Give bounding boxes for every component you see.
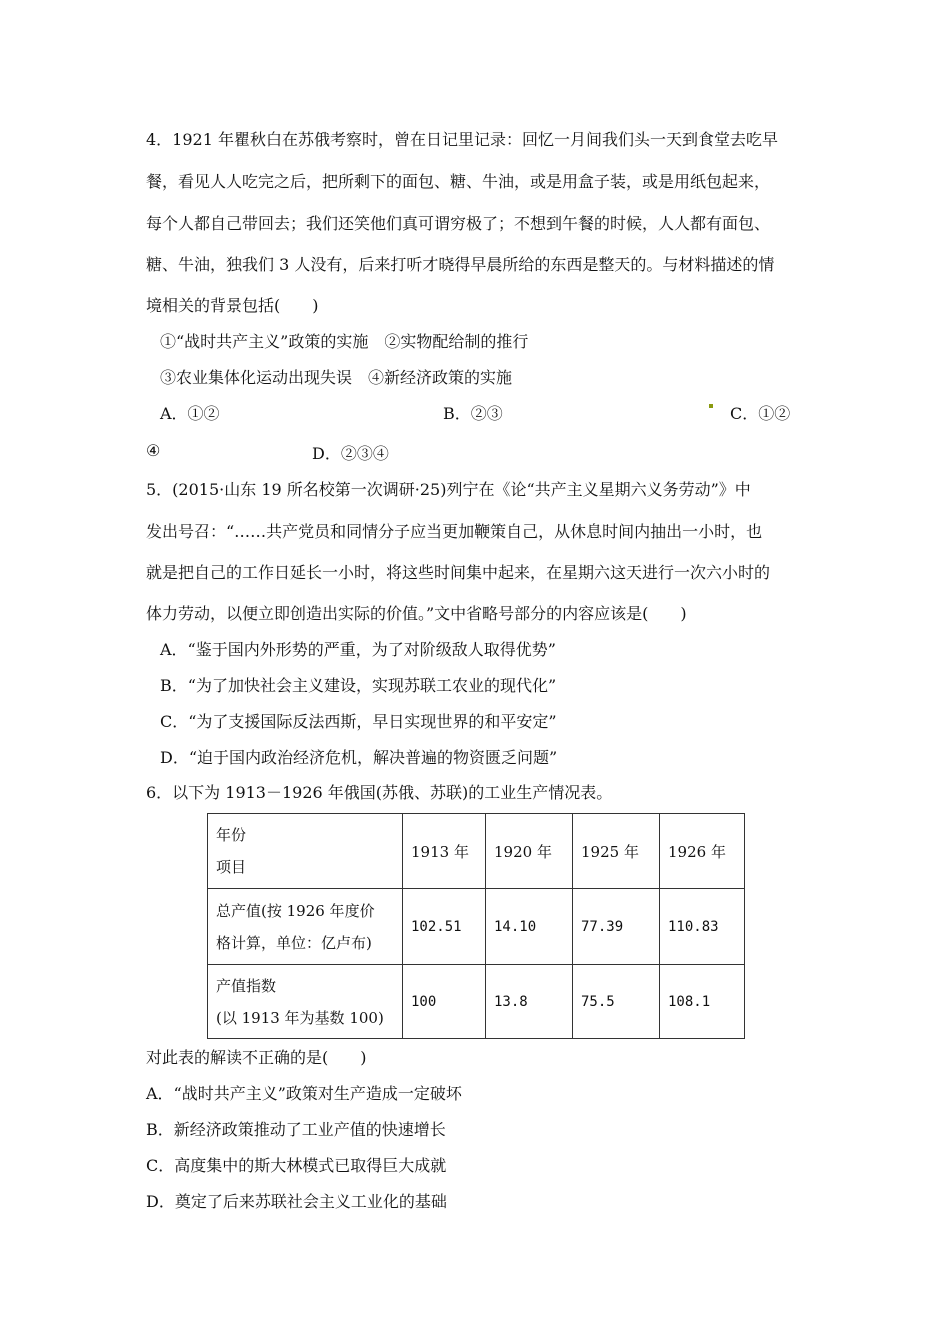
table-cell: 100 <box>403 965 486 1039</box>
table-row <box>208 965 745 1039</box>
row-label-line: (以 1913 年为基数 100) <box>216 1008 384 1027</box>
table-cell: 13.8 <box>486 965 573 1039</box>
year-header: 1926 年 <box>660 814 745 889</box>
table-row <box>208 889 745 965</box>
q6-question: 对此表的解读不正确的是( ) <box>146 1048 367 1067</box>
q4-item-line-2: ③农业集体化运动出现失误 ④新经济政策的实施 <box>160 368 513 387</box>
year-header: 1920 年 <box>486 814 573 889</box>
q6-option-b: B．新经济政策推动了工业产值的快速增长 <box>146 1120 446 1139</box>
table-cell: 77.39 <box>573 889 660 965</box>
q5-option-d: D．“迫于国内政治经济危机，解决普遍的物资匮乏问题” <box>160 748 558 767</box>
q4-item-line-1: ①“战时共产主义”政策的实施 ②实物配给制的推行 <box>160 332 529 351</box>
table-cell: 110.83 <box>660 889 745 965</box>
q4-option-c: C．①② <box>730 404 791 423</box>
q4-line-3: 每个人都自己带回去；我们还笑他们真可谓穷极了；不想到午餐的时候，人人都有面包、 <box>146 214 771 233</box>
production-table <box>207 813 745 1039</box>
q5-line-4: 体力劳动，以便立即创造出实际的价值。”文中省略号部分的内容应该是( ) <box>146 604 687 623</box>
q5-option-a: A．“鉴于国内外形势的严重，为了对阶级敌人取得优势” <box>160 640 556 659</box>
q6-option-d: D．奠定了后来苏联社会主义工业化的基础 <box>146 1192 447 1211</box>
row-label-line: 格计算，单位：亿卢布) <box>216 933 372 952</box>
table-cell: 14.10 <box>486 889 573 965</box>
q5-option-b: B．“为了加快社会主义建设，实现苏联工农业的现代化” <box>160 676 557 695</box>
table-cell: 102.51 <box>403 889 486 965</box>
q5-line-2: 发出号召：“……共产党员和同情分子应当更加鞭策自己，从休息时间内抽出一小时，也 <box>146 522 763 541</box>
q6-intro: 6．以下为 1913－1926 年俄国(苏俄、苏联)的工业生产情况表。 <box>146 783 613 802</box>
corner-label-item: 项目 <box>216 858 247 876</box>
q5-line-3: 就是把自己的工作日延长一小时，将这些时间集中起来，在星期六这天进行一次六小时的 <box>146 563 771 582</box>
table-cell: 108.1 <box>660 965 745 1039</box>
stray-dot <box>709 404 713 408</box>
q4-line-4: 糖、牛油，独我们 3 人没有，后来打听才晓得早晨所给的东西是整天的。与材料描述的情 <box>146 255 775 274</box>
q4-line-1: 4．1921 年瞿秋白在苏俄考察时，曾在日记里记录：回忆一月间我们头一天到食堂去吃早 <box>146 130 778 149</box>
row-label-line: 产值指数 <box>216 976 277 995</box>
year-header: 1913 年 <box>403 814 486 889</box>
q4-option-c-cont: ④ <box>146 441 161 460</box>
year-header: 1925 年 <box>573 814 660 889</box>
corner-label-year: 年份 <box>216 826 247 844</box>
q4-line-2: 餐，看见人人吃完之后，把所剩下的面包、糖、牛油，或是用盒子装，或是用纸包起来， <box>146 172 771 191</box>
q5-option-c: C．“为了支援国际反法西斯，早日实现世界的和平安定” <box>160 712 557 731</box>
q6-option-c: C．高度集中的斯大林模式已取得巨大成就 <box>146 1156 447 1175</box>
row-label-cell <box>208 965 403 1039</box>
q6-option-a: A．“战时共产主义”政策对生产造成一定破坏 <box>146 1084 462 1103</box>
q5-line-1: 5．(2015·山东 19 所名校第一次调研·25)列宁在《论“共产主义星期六义务劳动”》中 <box>146 480 751 499</box>
table-cell: 75.5 <box>573 965 660 1039</box>
q4-option-b: B．②③ <box>443 404 503 423</box>
table-corner-cell <box>208 814 403 889</box>
q4-option-d: D．②③④ <box>312 444 389 463</box>
q4-line-5: 境相关的背景包括( ) <box>146 296 319 315</box>
table-header-row <box>208 814 745 889</box>
row-label-line: 总产值(按 1926 年度价 <box>216 901 375 920</box>
row-label-cell <box>208 889 403 965</box>
q4-option-a: A．①② <box>160 404 220 423</box>
